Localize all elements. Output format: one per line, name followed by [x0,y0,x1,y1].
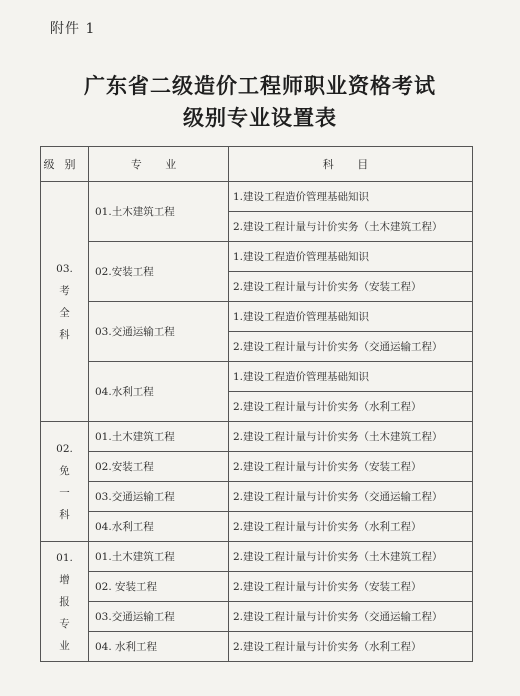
major-cell: 04.水利工程 [89,512,229,542]
level-code: 03. [56,262,73,275]
table-row [41,362,473,392]
level-cell [41,422,89,542]
level-name-char: 全 [59,306,70,319]
table-row [41,242,473,272]
subject-cell: 2.建设工程计量与计价实务（土木建筑工程） [229,422,473,452]
major-cell: 02.安装工程 [89,242,229,302]
subject-cell: 2.建设工程计量与计价实务（交通运输工程） [229,332,473,362]
subject-cell: 1.建设工程造价管理基础知识 [229,302,473,332]
column-header-subject: 科 目 [229,147,473,182]
subject-cell: 2.建设工程计量与计价实务（交通运输工程） [229,602,473,632]
level-name-char: 增 [59,573,70,586]
table-row [41,452,473,482]
level-cell [41,182,89,422]
major-cell: 01.土木建筑工程 [89,182,229,242]
major-cell: 04. 水利工程 [89,632,229,662]
major-cell: 01.土木建筑工程 [89,422,229,452]
subject-cell: 2.建设工程计量与计价实务（土木建筑工程） [229,542,473,572]
major-cell: 01.土木建筑工程 [89,542,229,572]
major-cell: 04.水利工程 [89,362,229,422]
subject-cell: 2.建设工程计量与计价实务（交通运输工程） [229,482,473,512]
table-body [41,182,473,662]
level-code: 02. [56,442,73,455]
table-row [41,302,473,332]
subject-cell: 2.建设工程计量与计价实务（水利工程） [229,392,473,422]
level-name-char: 业 [59,639,70,652]
document-subtitle: 级别专业设置表 [183,105,337,130]
subject-cell: 1.建设工程造价管理基础知识 [229,242,473,272]
table-row [41,482,473,512]
subject-cell: 1.建设工程造价管理基础知识 [229,362,473,392]
level-name-char: 科 [59,508,70,521]
table-header-row [41,147,473,182]
level-name-char: 科 [59,328,70,341]
table-row [41,632,473,662]
major-cell: 02. 安装工程 [89,572,229,602]
table-row [41,602,473,632]
level-name-char: 考 [59,284,70,297]
table-row [41,422,473,452]
level-name-char: 专 [59,617,70,630]
document-title: 广东省二级造价工程师职业资格考试 [84,73,436,98]
major-cell: 02.安装工程 [89,452,229,482]
level-code: 01. [56,551,73,564]
level-name-char: 一 [59,486,70,499]
table-row [41,542,473,572]
level-cell [41,542,89,662]
major-cell: 03.交通运输工程 [89,302,229,362]
table-row [41,182,473,212]
subject-cell: 2.建设工程计量与计价实务（安装工程） [229,272,473,302]
column-header-level: 级别 [41,147,89,182]
attachment-label: 附件 1 [50,21,96,37]
subject-cell: 2.建设工程计量与计价实务（水利工程） [229,632,473,662]
subject-cell: 2.建设工程计量与计价实务（水利工程） [229,512,473,542]
subject-cell: 1.建设工程造价管理基础知识 [229,182,473,212]
major-cell: 03.交通运输工程 [89,482,229,512]
level-name-char: 免 [59,464,70,477]
column-header-major: 专 业 [89,147,229,182]
level-name-char: 报 [59,595,70,608]
table-row [41,512,473,542]
major-cell: 03.交通运输工程 [89,602,229,632]
level-major-table [40,146,473,662]
subject-cell: 2.建设工程计量与计价实务（安装工程） [229,572,473,602]
table-row [41,572,473,602]
subject-cell: 2.建设工程计量与计价实务（土木建筑工程） [229,212,473,242]
subject-cell: 2.建设工程计量与计价实务（安装工程） [229,452,473,482]
